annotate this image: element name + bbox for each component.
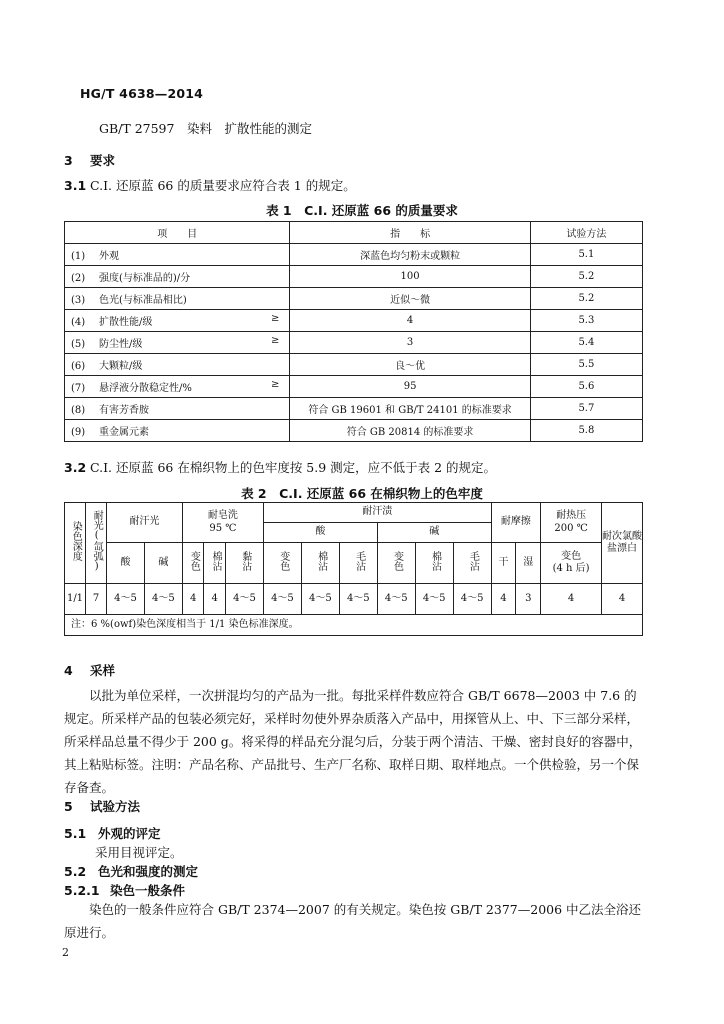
table-cell: 4 <box>204 584 226 615</box>
section-title: 试验方法 <box>90 799 141 814</box>
table-note-row <box>65 615 643 636</box>
item-name: 外观 <box>99 251 119 262</box>
clause-5-2-heading <box>64 862 198 880</box>
clause-number: 5.1 <box>64 826 87 841</box>
table2-caption: 表 2 C.I. 还原蓝 66 在棉织物上的色牢度 <box>241 486 483 501</box>
header-soap-text: 耐皂洗 <box>207 510 238 521</box>
sub-acid-wool <box>339 543 377 584</box>
header-alkali: 碱 <box>377 523 491 543</box>
spec-cell: 95 <box>290 376 530 398</box>
method-cell: 5.2 <box>530 266 642 288</box>
quality-requirements-table <box>64 221 643 442</box>
table-cell: 4 <box>182 584 204 615</box>
clause-number: 5.2.1 <box>64 883 100 898</box>
item-cell <box>65 310 290 332</box>
table-cell: 4～5 <box>415 584 453 615</box>
table-row <box>65 288 643 310</box>
sub-sweat-alkali: 碱 <box>144 543 182 584</box>
item-cell <box>65 376 290 398</box>
sub-text: 棉沾 <box>315 550 327 571</box>
table-cell: 4～5 <box>144 584 182 615</box>
item-cell <box>65 266 290 288</box>
method-cell: 5.8 <box>530 420 642 442</box>
table-cell: 4～5 <box>377 584 415 615</box>
section-5-heading <box>64 797 140 815</box>
item-name: 强度(与标准品的)/分 <box>99 273 191 284</box>
header-sweat-light: 耐汗光 <box>107 503 183 543</box>
clause-3-2 <box>64 458 496 476</box>
item-name: 扩散性能/级 <box>99 317 153 328</box>
method-cell: 5.4 <box>530 332 642 354</box>
table-cell: 4～5 <box>339 584 377 615</box>
sub-sweat-acid: 酸 <box>107 543 145 584</box>
item-cell <box>65 354 290 376</box>
item-cell <box>65 244 290 266</box>
clause-text: C.I. 还原蓝 66 在棉织物上的色牢度按 5.9 测定，应不低于表 2 的规定。 <box>90 460 497 475</box>
standard-code-header: HG/T 4638—2014 <box>80 86 204 101</box>
header-depth <box>65 503 86 584</box>
clause-number: 5.2 <box>64 864 87 879</box>
sub-hot-text: 变色 <box>561 550 582 562</box>
method-cell: 5.1 <box>530 244 642 266</box>
clause-text: C.I. 还原蓝 66 的质量要求应符合表 1 的规定。 <box>90 178 356 193</box>
header-acid: 酸 <box>263 523 377 543</box>
method-cell: 5.5 <box>530 354 642 376</box>
spec-cell: 100 <box>290 266 530 288</box>
table-cell: 3 <box>516 584 541 615</box>
spec-cell: 3 <box>290 332 530 354</box>
item-number: (2) <box>71 273 86 284</box>
sub-alkali-cotton <box>415 543 453 584</box>
section-4-body: 以批为单位采样，一次拼混均匀的产品为一批。每批采样件数应符合 GB/T 6678—2003 中 7.6 的规定。所采样产品的包装必须完好，采样时勿使外界杂质落入产品中，用探管从上、中、下三部分采样，所采样品总量不得少于 200 g。将采得的样品充分混匀后，分装于两个清洁、干燥、密封良好的容器中，其上粘贴标签。注明：产品名称、产品批号、生产厂名称、取样日期、取样地点。一个供检验，另一个保存备查。 <box>64 688 642 795</box>
spec-cell: 符合 GB 19601 和 GB/T 24101 的标准要求 <box>290 398 530 420</box>
section-title: 采样 <box>90 663 116 678</box>
table-row <box>65 584 643 615</box>
table-cell: 4～5 <box>301 584 339 615</box>
table-cell: 4～5 <box>263 584 301 615</box>
spec-cell: 深蓝色均匀粉末或颗粒 <box>290 244 530 266</box>
clause-title: 外观的评定 <box>98 826 161 841</box>
sub-text: 毛沾 <box>353 550 365 571</box>
sub-rub-wet: 湿 <box>516 543 541 584</box>
sub-alkali-wool <box>453 543 491 584</box>
section-title: 要求 <box>90 153 116 168</box>
table-row <box>65 420 643 442</box>
header-soap <box>182 503 263 543</box>
clause-number: 3.1 <box>64 178 87 193</box>
table-cell: 1/1 <box>65 584 86 615</box>
header-perspiration: 耐汗渍 <box>263 503 491 523</box>
sub-acid-cotton <box>301 543 339 584</box>
method-cell: 5.2 <box>530 288 642 310</box>
clause-5-2-1-heading <box>64 881 185 899</box>
color-fastness-table <box>64 502 643 636</box>
header-depth-text: 染色深度 <box>70 520 82 561</box>
header-light <box>86 503 107 584</box>
sub-hot-change <box>541 543 602 584</box>
sub-text: 棉沾 <box>429 550 441 571</box>
item-number: (8) <box>71 405 86 416</box>
header-method: 试验方法 <box>530 222 642 244</box>
header-hot-temp: 200 ℃ <box>554 522 588 534</box>
item-cell <box>65 332 290 354</box>
table-header-row <box>65 222 643 244</box>
clause-3-1 <box>64 176 356 194</box>
method-cell: 5.3 <box>530 310 642 332</box>
section-3-heading <box>64 151 115 169</box>
sub-text: 黏沾 <box>239 550 251 571</box>
header-spec: 指 标 <box>290 222 530 244</box>
clause-5-1-heading <box>64 824 161 842</box>
clause-5-2-1-body: 染色的一般条件应符合 GB/T 2374—2007 的有关规定。染色按 GB/T 2377—2006 中乙法全浴还原进行。 <box>64 902 642 940</box>
sub-soap-change <box>182 543 204 584</box>
table-cell: 4 <box>491 584 516 615</box>
spec-cell: 良～优 <box>290 354 530 376</box>
sub-alkali-change <box>377 543 415 584</box>
item-number: (5) <box>71 339 86 350</box>
sub-text: 变色 <box>391 550 403 571</box>
sub-text: 棉沾 <box>209 550 221 571</box>
sub-text: 变色 <box>277 550 289 571</box>
sub-soap-viscose <box>226 543 264 584</box>
spec-cell: 4 <box>290 310 530 332</box>
item-number: (9) <box>71 427 86 438</box>
item-name: 重金属元素 <box>99 427 149 438</box>
header-hot-text: 耐热压 <box>556 510 587 521</box>
item-cell <box>65 420 290 442</box>
clause-title: 染色一般条件 <box>110 883 186 898</box>
item-cell <box>65 288 290 310</box>
item-number: (4) <box>71 317 86 328</box>
table-header-row <box>65 543 643 584</box>
table-row <box>65 376 643 398</box>
table-row <box>65 310 643 332</box>
sub-text: 变色 <box>188 550 200 571</box>
item-name: 悬浮液分散稳定性/% <box>99 383 192 394</box>
item-name: 有害芳香胺 <box>99 405 149 416</box>
table-row <box>65 332 643 354</box>
header-light-text: 耐光(氙弧) <box>91 509 103 572</box>
method-cell: 5.6 <box>530 376 642 398</box>
table-cell: 4～5 <box>226 584 264 615</box>
table-cell: 4～5 <box>107 584 145 615</box>
sub-text: 毛沾 <box>467 550 479 571</box>
section-number: 3 <box>64 153 73 168</box>
spec-cell: 近似～微 <box>290 288 530 310</box>
item-name: 大颗粒/级 <box>99 361 143 372</box>
table-header-row <box>65 503 643 523</box>
clause-title: 色光和强度的测定 <box>98 864 199 879</box>
clause-5-1-body: 采用目视评定。 <box>95 845 183 860</box>
item-number: (6) <box>71 361 86 372</box>
sub-acid-change <box>263 543 301 584</box>
table-row <box>65 398 643 420</box>
comparison-sign: ≥ <box>270 335 280 346</box>
section-number: 4 <box>64 663 73 678</box>
table-row <box>65 354 643 376</box>
item-name: 防尘性/级 <box>99 339 143 350</box>
table-cell: 7 <box>86 584 107 615</box>
normative-reference: GB/T 27597 染料 扩散性能的测定 <box>99 121 312 136</box>
item-number: (7) <box>71 383 86 394</box>
header-item: 项 目 <box>65 222 290 244</box>
table-row <box>65 244 643 266</box>
sub-hot-time: (4 h 后) <box>552 563 590 574</box>
section-number: 5 <box>64 799 73 814</box>
table-note: 注：6 %(owf)染色深度相当于 1/1 染色标准深度。 <box>65 615 643 636</box>
item-number: (1) <box>71 251 86 262</box>
comparison-sign: ≥ <box>270 379 280 390</box>
table-row <box>65 266 643 288</box>
header-hot-press <box>541 503 602 543</box>
item-name: 色光(与标准品相比) <box>99 295 187 306</box>
sub-soap-cotton <box>204 543 226 584</box>
page-number: 2 <box>62 946 69 959</box>
spec-cell: 符合 GB 20814 的标准要求 <box>290 420 530 442</box>
comparison-sign: ≥ <box>270 313 280 324</box>
item-number: (3) <box>71 295 86 306</box>
table1-caption: 表 1 C.I. 还原蓝 66 的质量要求 <box>266 203 458 218</box>
item-cell <box>65 398 290 420</box>
header-soap-temp: 95 ℃ <box>209 522 237 534</box>
table-cell: 4 <box>602 584 643 615</box>
sub-rub-dry: 干 <box>491 543 516 584</box>
section-4-heading <box>64 661 115 679</box>
method-cell: 5.7 <box>530 398 642 420</box>
table-cell: 4～5 <box>453 584 491 615</box>
clause-number: 3.2 <box>64 460 87 475</box>
header-chlorine: 耐次氯酸盐漂白 <box>602 503 643 584</box>
header-rubbing: 耐摩擦 <box>491 503 541 543</box>
table-cell: 4 <box>541 584 602 615</box>
